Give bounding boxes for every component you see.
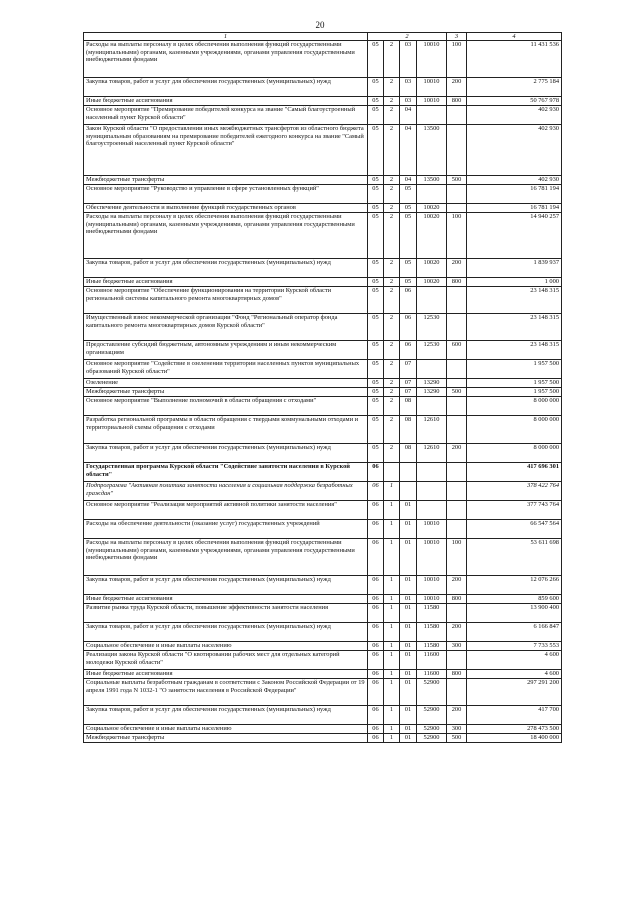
row-code-section: 06 (368, 725, 384, 734)
header-expense-type: 3 (447, 33, 467, 41)
row-name: Закупка товаров, работ и услуг для обеспечения государственных (муниципальных) нужд (84, 576, 368, 595)
row-amount: 417 696 301 (467, 463, 562, 482)
table-row (84, 539, 562, 576)
row-code-direction (417, 106, 447, 125)
row-code-subprogram: 2 (384, 397, 400, 416)
row-code-direction: 13500 (417, 125, 447, 176)
row-code-subprogram (384, 463, 400, 482)
row-code-section: 06 (368, 539, 384, 576)
row-amount: 1 957 500 (467, 388, 562, 397)
row-code-section: 05 (368, 97, 384, 106)
row-code-subprogram: 1 (384, 679, 400, 706)
table-header-row (84, 33, 562, 41)
row-name: Расходы на обеспечение деятельности (оказание услуг) государственных учреждений (84, 520, 368, 539)
row-code-direction: 12530 (417, 341, 447, 360)
row-amount: 23 148 315 (467, 341, 562, 360)
row-code-subprogram: 2 (384, 444, 400, 463)
row-code-direction: 11600 (417, 670, 447, 679)
row-amount: 11 431 536 (467, 41, 562, 78)
row-code-event: 08 (400, 397, 417, 416)
row-expense-type: 300 (447, 642, 467, 651)
row-code-direction (417, 185, 447, 204)
row-code-subprogram: 2 (384, 314, 400, 341)
row-expense-type (447, 651, 467, 670)
row-code-direction: 10010 (417, 97, 447, 106)
row-code-event: 08 (400, 416, 417, 444)
row-code-event: 01 (400, 725, 417, 734)
table-row (84, 259, 562, 278)
row-code-subprogram: 1 (384, 539, 400, 576)
row-code-event: 01 (400, 734, 417, 743)
row-expense-type (447, 679, 467, 706)
row-amount: 8 000 000 (467, 397, 562, 416)
row-code-direction: 52900 (417, 725, 447, 734)
row-code-section: 05 (368, 176, 384, 185)
row-code-event: 06 (400, 341, 417, 360)
row-code-section: 05 (368, 287, 384, 314)
row-name: Закон Курской области "О предоставлении иных межбюджетных трансфертов из областного бюджета муниципальным образованиям на премирование победителей ежегодного конкурса на звание "Самый благоустроенный населенный пункт Курской области" (84, 125, 368, 176)
row-code-event: 05 (400, 204, 417, 213)
row-code-direction (417, 463, 447, 482)
row-code-direction: 10010 (417, 595, 447, 604)
table-row (84, 623, 562, 642)
row-amount: 4 600 (467, 651, 562, 670)
row-amount: 859 600 (467, 595, 562, 604)
row-expense-type (447, 463, 467, 482)
row-code-section: 05 (368, 204, 384, 213)
row-code-subprogram: 2 (384, 388, 400, 397)
row-code-subprogram: 1 (384, 670, 400, 679)
row-code-event: 05 (400, 185, 417, 204)
row-amount: 23 148 315 (467, 287, 562, 314)
row-code-subprogram: 2 (384, 278, 400, 287)
table-row (84, 360, 562, 379)
table-row (84, 651, 562, 670)
row-code-direction: 11580 (417, 604, 447, 623)
row-code-subprogram: 2 (384, 106, 400, 125)
row-code-section: 06 (368, 482, 384, 501)
row-name: Расходы на выплаты персоналу в целях обеспечения выполнения функций государственными (муниципальными) органами, казенными учреждениями, органами управления государственными внебюджетными фондами (84, 213, 368, 259)
row-code-event: 01 (400, 520, 417, 539)
row-code-event: 03 (400, 97, 417, 106)
row-code-direction: 11580 (417, 623, 447, 642)
row-code-subprogram: 2 (384, 213, 400, 259)
row-expense-type: 100 (447, 41, 467, 78)
row-code-subprogram: 2 (384, 287, 400, 314)
table-row (84, 379, 562, 388)
row-name: Закупка товаров, работ и услуг для обеспечения государственных (муниципальных) нужд (84, 444, 368, 463)
table-row (84, 679, 562, 706)
row-name: Межбюджетные трансферты (84, 388, 368, 397)
row-code-direction: 10010 (417, 41, 447, 78)
row-code-event: 05 (400, 259, 417, 278)
table-row (84, 397, 562, 416)
row-code-section: 06 (368, 604, 384, 623)
row-name: Закупка товаров, работ и услуг для обеспечения государственных (муниципальных) нужд (84, 78, 368, 97)
row-code-event: 01 (400, 651, 417, 670)
row-name: Иные бюджетные ассигнования (84, 595, 368, 604)
row-amount: 50 767 978 (467, 97, 562, 106)
row-code-section: 06 (368, 463, 384, 482)
row-expense-type (447, 185, 467, 204)
row-code-section: 06 (368, 734, 384, 743)
row-expense-type: 200 (447, 623, 467, 642)
row-code-event (400, 463, 417, 482)
row-expense-type: 800 (447, 595, 467, 604)
row-code-subprogram: 1 (384, 706, 400, 725)
row-amount: 417 700 (467, 706, 562, 725)
row-amount: 402 930 (467, 106, 562, 125)
row-code-direction (417, 501, 447, 520)
row-code-section: 05 (368, 444, 384, 463)
row-expense-type: 300 (447, 725, 467, 734)
table-row (84, 595, 562, 604)
row-amount: 6 166 847 (467, 623, 562, 642)
row-code-subprogram: 2 (384, 78, 400, 97)
row-name: Социальное обеспечение и иные выплаты населению (84, 725, 368, 734)
row-code-section: 05 (368, 416, 384, 444)
row-code-event: 01 (400, 679, 417, 706)
row-code-event: 01 (400, 623, 417, 642)
table-row (84, 185, 562, 204)
row-code-direction: 10020 (417, 259, 447, 278)
row-code-event: 03 (400, 78, 417, 97)
row-name: Предоставление субсидий бюджетным, автономным учреждениям и иным некоммерческим организациям (84, 341, 368, 360)
row-name: Иные бюджетные ассигнования (84, 670, 368, 679)
row-code-direction: 10010 (417, 78, 447, 97)
row-amount: 402 930 (467, 176, 562, 185)
row-code-direction (417, 287, 447, 314)
row-name: Социальные выплаты безработным гражданам в соответствии с Законом Российской Федерации от 19 апреля 1991 года N 1032-1 "О занятости населения в Российской Федерации" (84, 679, 368, 706)
row-code-event: 04 (400, 106, 417, 125)
row-name: Имущественный взнос некоммерческой организации "Фонд "Региональный оператор фонда капитального ремонта многоквартирных домов Курской области" (84, 314, 368, 341)
row-expense-type (447, 379, 467, 388)
row-expense-type: 600 (447, 341, 467, 360)
row-amount: 8 000 000 (467, 444, 562, 463)
row-code-subprogram: 2 (384, 341, 400, 360)
table-row (84, 725, 562, 734)
table-row (84, 341, 562, 360)
row-name: Закупка товаров, работ и услуг для обеспечения государственных (муниципальных) нужд (84, 706, 368, 725)
row-code-subprogram: 2 (384, 125, 400, 176)
table-row (84, 204, 562, 213)
row-expense-type: 100 (447, 539, 467, 576)
row-code-section: 06 (368, 623, 384, 642)
row-name: Закупка товаров, работ и услуг для обеспечения государственных (муниципальных) нужд (84, 623, 368, 642)
row-code-direction: 13500 (417, 176, 447, 185)
row-code-direction: 12610 (417, 444, 447, 463)
row-amount: 278 473 500 (467, 725, 562, 734)
row-expense-type: 500 (447, 388, 467, 397)
row-name: Разработка региональной программы в области обращения с твердыми коммунальными отходами и территориальной схемы обращения с отходами (84, 416, 368, 444)
row-code-direction (417, 360, 447, 379)
row-code-event (400, 482, 417, 501)
row-name: Социальное обеспечение и иные выплаты населению (84, 642, 368, 651)
row-code-subprogram: 2 (384, 204, 400, 213)
row-name: Расходы на выплаты персоналу в целях обеспечения выполнения функций государственными (муниципальными) органами, казенными учреждениями, органами управления государственными внебюджетными фондами (84, 41, 368, 78)
row-code-direction: 10020 (417, 204, 447, 213)
row-code-direction: 11600 (417, 651, 447, 670)
row-expense-type (447, 204, 467, 213)
row-name: Озеленение (84, 379, 368, 388)
row-code-event: 01 (400, 576, 417, 595)
row-code-direction: 11580 (417, 642, 447, 651)
row-expense-type: 200 (447, 576, 467, 595)
row-code-subprogram: 1 (384, 482, 400, 501)
table-row (84, 314, 562, 341)
row-code-section: 06 (368, 595, 384, 604)
row-name: Межбюджетные трансферты (84, 176, 368, 185)
header-amount: 4 (467, 33, 562, 41)
table-row (84, 642, 562, 651)
row-code-section: 05 (368, 379, 384, 388)
row-name: Закупка товаров, работ и услуг для обеспечения государственных (муниципальных) нужд (84, 259, 368, 278)
table-row (84, 520, 562, 539)
row-code-event: 07 (400, 360, 417, 379)
row-expense-type (447, 287, 467, 314)
row-expense-type: 200 (447, 706, 467, 725)
row-amount: 16 781 194 (467, 204, 562, 213)
row-code-event: 08 (400, 444, 417, 463)
row-code-direction: 52900 (417, 706, 447, 725)
row-code-subprogram: 2 (384, 259, 400, 278)
row-code-subprogram: 1 (384, 623, 400, 642)
row-code-section: 05 (368, 360, 384, 379)
row-code-direction: 52900 (417, 679, 447, 706)
row-code-event: 01 (400, 595, 417, 604)
table-row (84, 213, 562, 259)
row-amount: 1 957 500 (467, 360, 562, 379)
row-expense-type: 200 (447, 259, 467, 278)
row-code-subprogram: 2 (384, 185, 400, 204)
table-row (84, 176, 562, 185)
row-amount: 18 400 000 (467, 734, 562, 743)
row-amount: 2 775 184 (467, 78, 562, 97)
row-code-event: 06 (400, 287, 417, 314)
row-code-direction: 10010 (417, 576, 447, 595)
row-code-event: 05 (400, 278, 417, 287)
row-code-direction: 10020 (417, 213, 447, 259)
table-row (84, 734, 562, 743)
table-row (84, 287, 562, 314)
row-code-direction: 13290 (417, 388, 447, 397)
row-amount: 66 547 564 (467, 520, 562, 539)
table-row (84, 444, 562, 463)
row-amount: 377 743 764 (467, 501, 562, 520)
row-code-subprogram: 1 (384, 595, 400, 604)
row-name: Основное мероприятие "Выполнение полномочий в области обращения с отходами" (84, 397, 368, 416)
row-code-section: 05 (368, 388, 384, 397)
row-code-event: 03 (400, 41, 417, 78)
table-row (84, 125, 562, 176)
row-code-direction: 10010 (417, 520, 447, 539)
row-name: Подпрограмма "Активная политика занятости населения и социальная поддержка безработных граждан" (84, 482, 368, 501)
table-row (84, 463, 562, 482)
row-amount: 53 611 698 (467, 539, 562, 576)
row-code-subprogram: 2 (384, 416, 400, 444)
row-amount: 297 291 200 (467, 679, 562, 706)
row-code-direction (417, 482, 447, 501)
row-amount: 4 600 (467, 670, 562, 679)
row-code-event: 01 (400, 539, 417, 576)
row-code-subprogram: 1 (384, 520, 400, 539)
row-code-subprogram: 1 (384, 734, 400, 743)
row-code-subprogram: 2 (384, 41, 400, 78)
row-amount: 23 148 315 (467, 314, 562, 341)
row-name: Обеспечение деятельности и выполнение функций государственных органов (84, 204, 368, 213)
row-amount: 13 900 400 (467, 604, 562, 623)
row-name: Иные бюджетные ассигнования (84, 97, 368, 106)
row-code-section: 06 (368, 670, 384, 679)
row-code-section: 05 (368, 78, 384, 97)
table-row (84, 501, 562, 520)
row-code-direction: 12610 (417, 416, 447, 444)
table-row (84, 41, 562, 78)
row-code-section: 05 (368, 41, 384, 78)
row-expense-type (447, 482, 467, 501)
row-code-section: 06 (368, 501, 384, 520)
table-row (84, 576, 562, 595)
row-expense-type: 500 (447, 176, 467, 185)
row-name: Расходы на выплаты персоналу в целях обеспечения выполнения функций государственными (муниципальными) органами, казенными учреждениями, органами управления государственными внебюджетными фондами (84, 539, 368, 576)
row-expense-type (447, 501, 467, 520)
row-amount: 1 000 (467, 278, 562, 287)
row-code-section: 06 (368, 576, 384, 595)
row-code-section: 05 (368, 341, 384, 360)
table-row (84, 278, 562, 287)
row-amount: 378 422 764 (467, 482, 562, 501)
row-code-section: 06 (368, 651, 384, 670)
table-row (84, 604, 562, 623)
row-code-section: 06 (368, 520, 384, 539)
row-code-subprogram: 2 (384, 176, 400, 185)
row-code-subprogram: 2 (384, 97, 400, 106)
row-expense-type (447, 106, 467, 125)
row-amount: 14 940 257 (467, 213, 562, 259)
row-amount: 402 930 (467, 125, 562, 176)
table-row (84, 670, 562, 679)
row-code-subprogram: 1 (384, 604, 400, 623)
row-code-section: 05 (368, 213, 384, 259)
row-code-subprogram: 1 (384, 725, 400, 734)
row-expense-type (447, 416, 467, 444)
row-code-event: 01 (400, 501, 417, 520)
table-row (84, 97, 562, 106)
row-code-subprogram: 1 (384, 501, 400, 520)
row-amount: 12 076 266 (467, 576, 562, 595)
budget-table (83, 32, 562, 743)
row-code-section: 05 (368, 397, 384, 416)
row-code-event: 07 (400, 388, 417, 397)
row-amount: 1 957 500 (467, 379, 562, 388)
row-code-subprogram: 2 (384, 379, 400, 388)
row-expense-type (447, 397, 467, 416)
row-code-section: 06 (368, 642, 384, 651)
row-code-event: 04 (400, 125, 417, 176)
row-code-subprogram: 1 (384, 651, 400, 670)
row-code-section: 05 (368, 185, 384, 204)
row-amount: 8 000 000 (467, 416, 562, 444)
row-name: Основное мероприятие "Руководство и управление в сфере установленных функций" (84, 185, 368, 204)
row-name: Государственная программа Курской области "Содействие занятости населения в Курской области" (84, 463, 368, 482)
table-row (84, 388, 562, 397)
table-body (84, 41, 562, 743)
row-code-direction: 12530 (417, 314, 447, 341)
row-code-subprogram: 1 (384, 642, 400, 651)
row-expense-type (447, 520, 467, 539)
row-code-direction: 10020 (417, 278, 447, 287)
row-expense-type: 200 (447, 78, 467, 97)
row-code-event: 01 (400, 706, 417, 725)
table-row (84, 416, 562, 444)
row-name: Реализация закона Курской области "О квотировании рабочих мест для отдельных категорий молодежи Курской области" (84, 651, 368, 670)
row-name: Основное мероприятие "Премирование победителей конкурса на звание "Самый благоустроенный населенный пункт Курской области" (84, 106, 368, 125)
row-expense-type (447, 314, 467, 341)
row-code-subprogram: 1 (384, 576, 400, 595)
row-code-event: 01 (400, 604, 417, 623)
row-amount: 1 839 937 (467, 259, 562, 278)
table-row (84, 106, 562, 125)
row-code-section: 05 (368, 125, 384, 176)
row-code-direction: 13290 (417, 379, 447, 388)
row-code-section: 06 (368, 679, 384, 706)
row-name: Межбюджетные трансферты (84, 734, 368, 743)
row-name: Основное мероприятие "Содействие в озеленении территории населенных пунктов муниципальных образований Курской области" (84, 360, 368, 379)
row-name: Развитие рынка труда Курской области, повышение эффективности занятости населения (84, 604, 368, 623)
row-expense-type: 800 (447, 670, 467, 679)
row-expense-type: 500 (447, 734, 467, 743)
row-code-direction: 52900 (417, 734, 447, 743)
row-name: Иные бюджетные ассигнования (84, 278, 368, 287)
row-code-event: 01 (400, 670, 417, 679)
row-code-section: 06 (368, 706, 384, 725)
row-amount: 7 733 553 (467, 642, 562, 651)
row-code-section: 05 (368, 259, 384, 278)
row-expense-type (447, 604, 467, 623)
table-row (84, 706, 562, 725)
row-expense-type: 200 (447, 444, 467, 463)
row-expense-type: 100 (447, 213, 467, 259)
row-code-event: 05 (400, 213, 417, 259)
header-code: 2 (368, 33, 447, 41)
header-name: 1 (84, 33, 368, 41)
row-code-direction: 10010 (417, 539, 447, 576)
row-code-event: 01 (400, 642, 417, 651)
row-code-section: 05 (368, 106, 384, 125)
row-expense-type: 800 (447, 97, 467, 106)
table-row (84, 78, 562, 97)
table-row (84, 482, 562, 501)
row-expense-type (447, 360, 467, 379)
row-code-section: 05 (368, 278, 384, 287)
row-name: Основное мероприятие "Реализация мероприятий активной политики занятости населения" (84, 501, 368, 520)
row-expense-type: 800 (447, 278, 467, 287)
row-name: Основное мероприятие "Обеспечение функционирования на территории Курской области региональной системы капитального ремонта многоквартирных домов" (84, 287, 368, 314)
page-number: 20 (315, 20, 325, 30)
row-code-event: 04 (400, 176, 417, 185)
row-amount: 16 781 194 (467, 185, 562, 204)
row-code-subprogram: 2 (384, 360, 400, 379)
row-code-section: 05 (368, 314, 384, 341)
row-code-event: 06 (400, 314, 417, 341)
row-code-direction (417, 397, 447, 416)
row-expense-type (447, 125, 467, 176)
row-code-event: 07 (400, 379, 417, 388)
